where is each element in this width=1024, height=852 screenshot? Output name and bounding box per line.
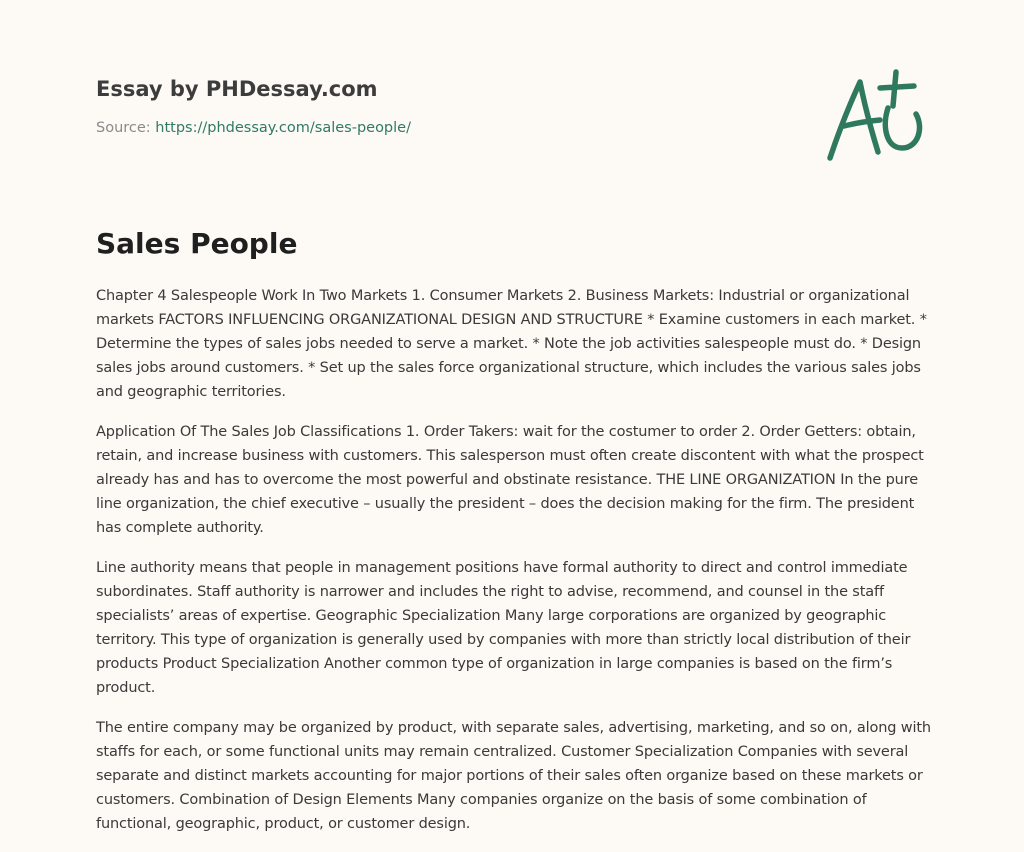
essay-paragraph: Application Of The Sales Job Classifications 1. Order Takers: wait for the costumer to order 2. Order Getters: obtain, retain, and increase business with customers. This salesperson must often create discontent with what the prospect already has and has to overcome the most powerful and obstinate resistance. THE LINE ORGANIZATION In the pure line organization, the chief executive – usually the president – does the decision making for the firm. The president has complete authority. bbox=[96, 424, 924, 536]
essay-body bbox=[96, 284, 934, 852]
page-header bbox=[96, 74, 696, 138]
essay-title: Sales People bbox=[96, 227, 298, 260]
source-link[interactable]: https://phdessay.com/sales-people/ bbox=[155, 120, 411, 136]
source-line bbox=[96, 118, 696, 138]
a-plus-grade-icon bbox=[822, 68, 928, 164]
site-title: Essay by PHDessay.com bbox=[96, 77, 378, 101]
source-label: Source: bbox=[96, 120, 156, 136]
essay-paragraph: Chapter 4 Salespeople Work In Two Markets 1. Consumer Markets 2. Business Markets: Industrial or organizational markets FACTORS INFLUENCING ORGANIZATIONAL DESIGN AND STRUCTURE * Examine customers in each market. * Determine the types of sales jobs needed to serve a market. * Note the job activities salespeople must do. * Design sales jobs around customers. * Set up the sales force organizational structure, which includes the various sales jobs and geographic territories. bbox=[96, 288, 927, 400]
essay-paragraph: The entire company may be organized by product, with separate sales, advertising, marketing, and so on, along with staffs for each, or some functional units may remain centralized. Customer Specialization Companies with several separate and distinct markets accounting for major portions of their sales often organize based on these markets or customers. Combination of Design Elements Many companies organize on the basis of some combination of functional, geographic, product, or customer design. bbox=[96, 720, 931, 832]
essay-paragraph: Line authority means that people in management positions have formal authority to direct and control immediate subordinates. Staff authority is narrower and includes the right to advise, recommend, and counsel in the staff specialists’ areas of expertise. Geographic Specialization Many large corporations are organized by geographic territory. This type of organization is generally used by companies with more than strictly local distribution of their products Product Specialization Another common type of organization in large companies is based on the firm’s product. bbox=[96, 560, 911, 696]
